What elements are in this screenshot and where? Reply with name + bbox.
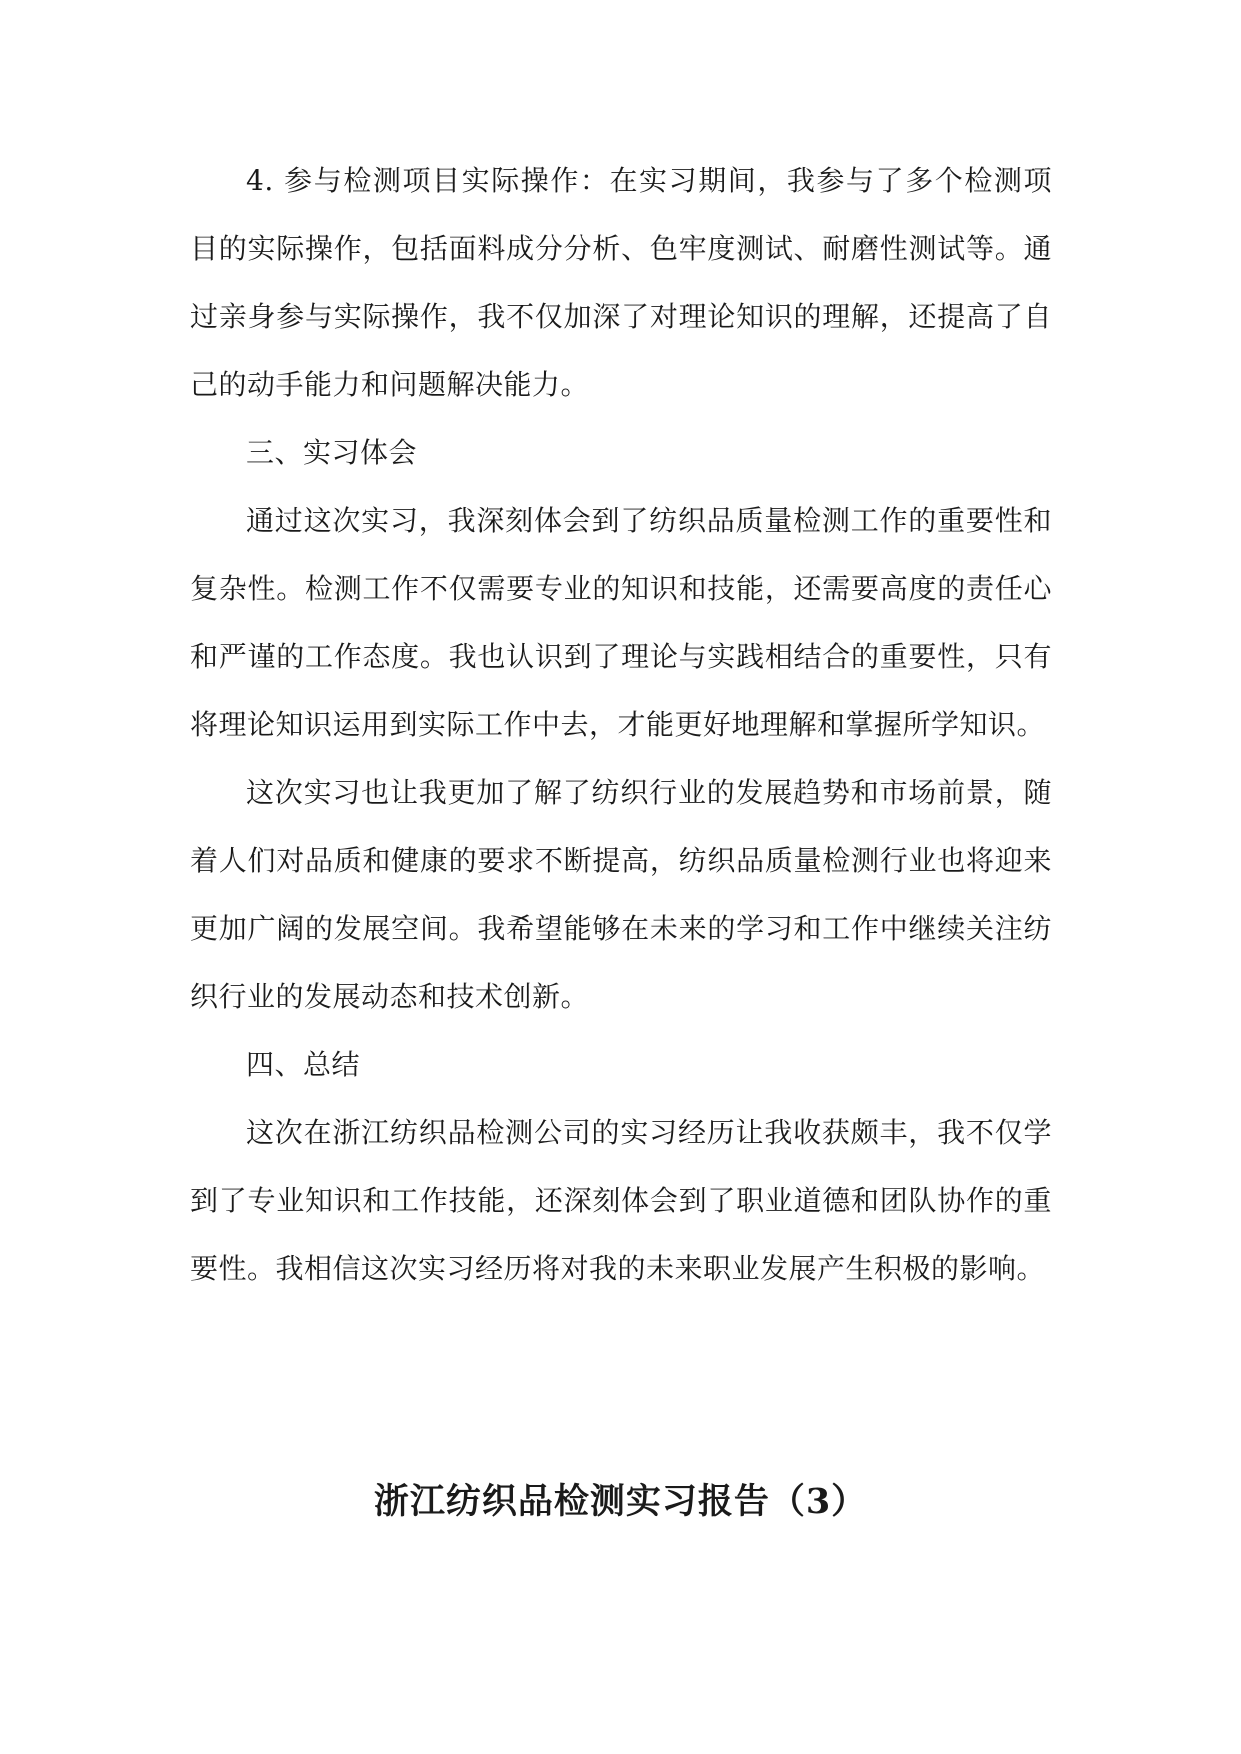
section-heading-experience: 三、实习体会 xyxy=(246,436,418,469)
section-heading-summary: 四、总结 xyxy=(246,1048,361,1081)
report-title: 浙江纺织品检测实习报告（3） xyxy=(373,1481,868,1522)
paragraph-practical-operation: 4. 参与检测项目实际操作：在实习期间，我参与了多个检测项目的实际操作，包括面料成分分析、色牢度测试、耐磨性测试等。通过亲身参与实际操作，我不仅加深了对理论知识的理解，还提高了自己的动手能力和问题解决能力。 xyxy=(190,164,1052,401)
paragraph-experience-1: 通过这次实习，我深刻体会到了纺织品质量检测工作的重要性和复杂性。检测工作不仅需要专业的知识和技能，还需要高度的责任心和严谨的工作态度。我也认识到了理论与实践相结合的重要性，只有将理论知识运用到实际工作中去，才能更好地理解和掌握所学知识。 xyxy=(190,504,1052,741)
document-body xyxy=(190,147,1052,1303)
paragraph-summary: 这次在浙江纺织品检测公司的实习经历让我收获颇丰，我不仅学到了专业知识和工作技能，还深刻体会到了职业道德和团队协作的重要性。我相信这次实习经历将对我的未来职业发展产生积极的影响。 xyxy=(190,1116,1052,1285)
paragraph-experience-2: 这次实习也让我更加了解了纺织行业的发展趋势和市场前景，随着人们对品质和健康的要求不断提高，纺织品质量检测行业也将迎来更加广阔的发展空间。我希望能够在未来的学习和工作中继续关注纺织行业的发展动态和技术创新。 xyxy=(190,776,1052,1013)
